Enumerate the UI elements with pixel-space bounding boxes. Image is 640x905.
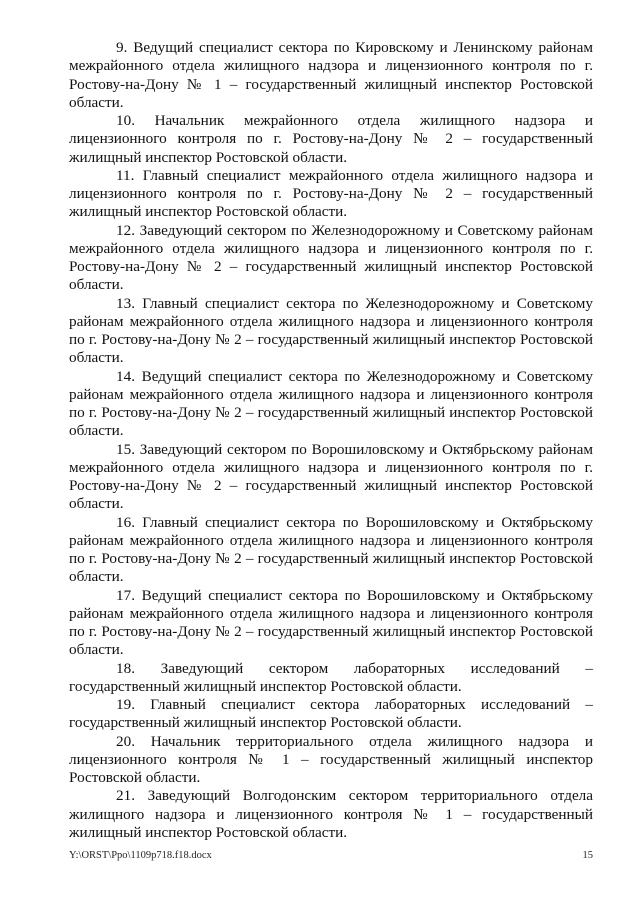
list-item: 13. Главный специалист сектора по Железнодорожному и Советскому районам межрайонного отдела жилищного надзора и лицензионного контроля по г. Ростову-на-Дону № 2 – государственный жилищный инспектор Ростовской области. xyxy=(69,294,593,367)
list-item: 17. Ведущий специалист сектора по Ворошиловскому и Октябрьскому районам межрайонного отдела жилищного надзора и лицензионного контроля по г. Ростову-на-Дону № 2 – государственный жилищный инспектор Ростовской области. xyxy=(69,586,593,659)
list-item: 12. Заведующий сектором по Железнодорожному и Советскому районам межрайонного отдела жилищного надзора и лицензионного контроля по г. Ростову-на-Дону № 2 – государственный жилищный инспектор Ростовской области. xyxy=(69,221,593,294)
list-item: 19. Главный специалист сектора лабораторных исследований – государственный жилищный инспектор Ростовской области. xyxy=(69,696,593,732)
list-item: 9. Ведущий специалист сектора по Кировскому и Ленинскому районам межрайонного отдела жилищного надзора и лицензионного контроля по г. Ростову-на-Дону № 1 – государственный жилищный инспектор Ростовской области. xyxy=(69,39,593,111)
list-item: 15. Заведующий сектором по Ворошиловскому и Октябрьскому районам межрайонного отдела жилищного надзора и лицензионного контроля по г. Ростову-на-Дону № 2 – государственный жилищный инспектор Ростовской области. xyxy=(69,440,593,513)
list-item: 20. Начальник территориального отдела жилищного надзора и лицензионного контроля № 1 – государственный жилищный инспектор Ростовской области. xyxy=(69,732,593,786)
list-item: 11. Главный специалист межрайонного отдела жилищного надзора и лицензионного контроля по г. Ростову-на-Дону № 2 – государственный жилищный инспектор Ростовской области. xyxy=(69,166,593,221)
list-item: 10. Начальник межрайонного отдела жилищного надзора и лицензионного контроля по г. Ростову-на-Дону № 2 – государственный жилищный инспектор Ростовской области. xyxy=(69,112,593,166)
list-item: 18. Заведующий сектором лабораторных исследований – государственный жилищный инспектор Ростовской области. xyxy=(69,659,593,695)
footer-file-path: Y:\ORST\Ppo\1109p718.f18.docx xyxy=(69,850,212,861)
page-footer xyxy=(69,850,593,862)
page-number: 15 xyxy=(582,850,593,861)
list-item: 21. Заведующий Волгодонским сектором территориального отдела жилищного надзора и лицензионного контроля № 1 – государственный жилищный инспектор Ростовской области. xyxy=(69,787,593,841)
list-item: 16. Главный специалист сектора по Ворошиловскому и Октябрьскому районам межрайонного отдела жилищного надзора и лицензионного контроля по г. Ростову-на-Дону № 2 – государственный жилищный инспектор Ростовской области. xyxy=(69,513,593,586)
list-item: 14. Ведущий специалист сектора по Железнодорожному и Советскому районам межрайонного отдела жилищного надзора и лицензионного контроля по г. Ростову-на-Дону № 2 – государственный жилищный инспектор Ростовской области. xyxy=(69,367,593,440)
document-body xyxy=(69,39,593,842)
